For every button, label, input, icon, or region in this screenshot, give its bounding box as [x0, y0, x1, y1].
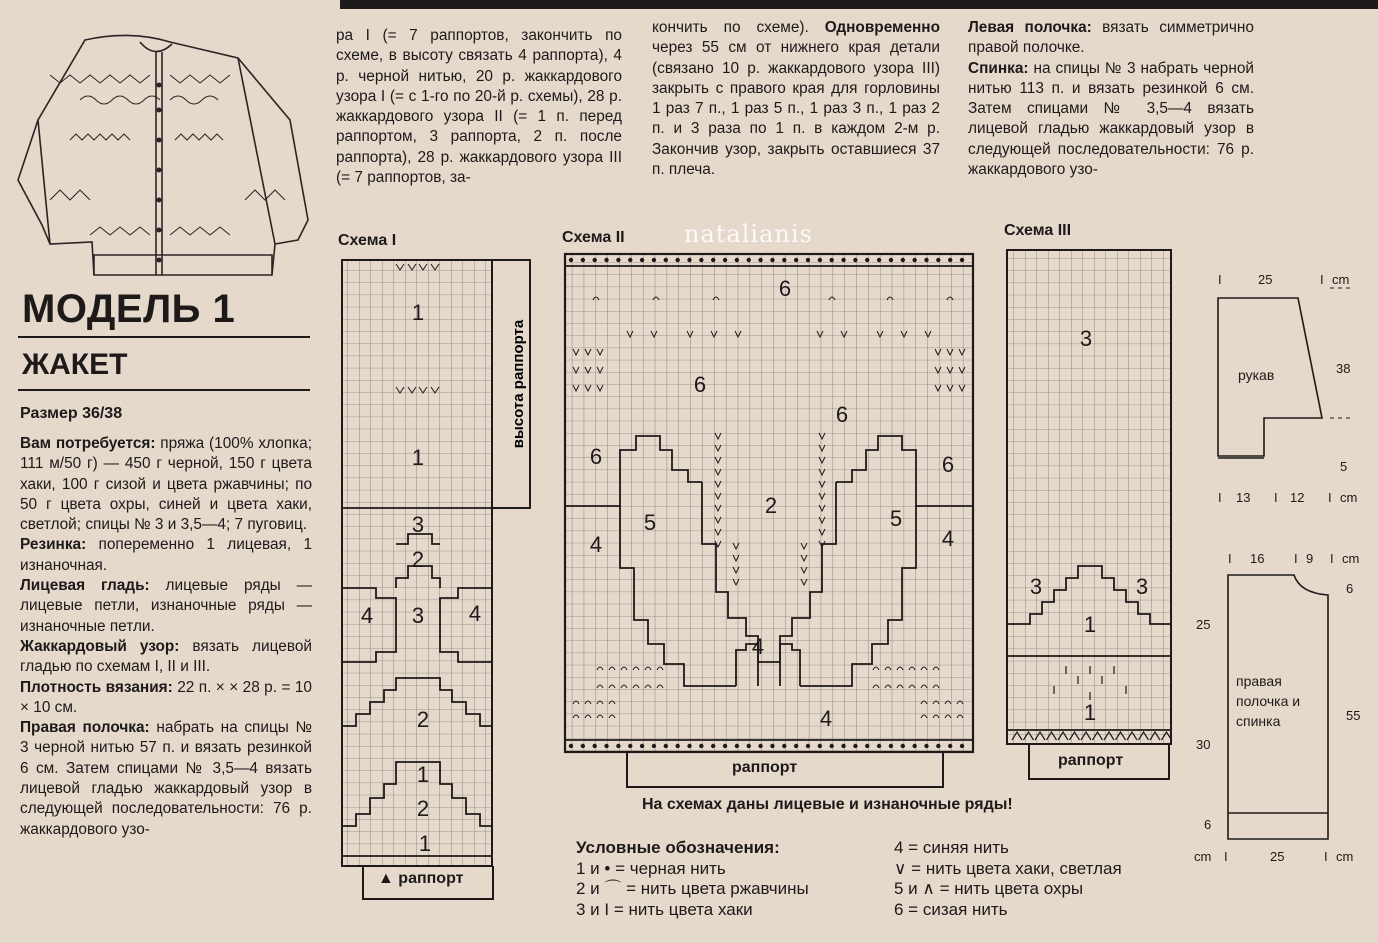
svg-text:I: I	[1274, 490, 1278, 505]
black-dot-symbol	[948, 258, 952, 262]
black-dot-symbol	[865, 744, 869, 748]
black-dot-symbol	[640, 258, 644, 262]
black-dot-symbol	[699, 744, 703, 748]
sleeve-cuff-dim: 5	[1340, 459, 1348, 474]
sleeve-label: рукав	[1238, 367, 1275, 383]
scheme1-title: Схема I	[338, 232, 397, 249]
rapport-text: раппорт	[398, 870, 464, 887]
black-dot-symbol	[806, 258, 810, 262]
sleeve-unit: cm	[1332, 272, 1350, 287]
svg-text:I: I	[1228, 551, 1232, 566]
garment-subtitle: ЖАКЕТ	[22, 348, 128, 381]
scheme2-number: 5	[643, 510, 657, 535]
black-dot-symbol	[675, 258, 679, 262]
scheme1-number: 4	[360, 603, 374, 628]
black-dot-symbol	[853, 258, 857, 262]
scheme1-number: 1	[416, 762, 430, 787]
scheme3-number: 3	[1079, 326, 1093, 351]
black-dot-symbol	[806, 744, 810, 748]
scheme1-number: 1	[418, 831, 432, 856]
scheme1-chart	[336, 258, 536, 878]
paragraph-label: Спинка:	[968, 59, 1029, 77]
paragraph	[20, 576, 312, 637]
size-label: Размер 36/38	[20, 405, 123, 422]
black-dot-symbol	[581, 744, 585, 748]
black-dot-symbol	[735, 744, 739, 748]
column-3	[652, 18, 940, 180]
scheme2-number: 6	[835, 402, 849, 427]
legend-item: 5 и ∧ = нить цвета охры	[894, 879, 1084, 898]
scheme3-number: 1	[1083, 700, 1097, 725]
scheme3-rapport-label: раппорт	[1058, 752, 1124, 769]
paragraph-text: лицевые ряды — лицевые петли, изнаночные ряды — изнаночные петли.	[20, 577, 313, 635]
column-4	[968, 18, 1254, 180]
front-label: правая полочка и спинка	[1236, 673, 1301, 729]
black-dot-symbol	[652, 744, 656, 748]
black-dot-symbol	[628, 258, 632, 262]
black-dot-symbol	[675, 744, 679, 748]
svg-text:I: I	[1224, 849, 1228, 864]
black-dot-symbol	[616, 744, 620, 748]
legend-item: ∨ = нить цвета хаки, светлая	[894, 858, 1122, 878]
black-dot-symbol	[889, 744, 893, 748]
legend-left	[576, 838, 809, 920]
svg-text:I: I	[1218, 272, 1222, 287]
legend-item: 1 и • = черная нить	[576, 858, 726, 878]
black-dot-symbol	[687, 258, 691, 262]
black-dot-symbol	[901, 744, 905, 748]
black-dot-symbol	[628, 744, 632, 748]
black-dot-symbol	[960, 258, 964, 262]
left-column	[20, 434, 312, 840]
black-dot-symbol	[865, 258, 869, 262]
black-dot-symbol	[889, 258, 893, 262]
paragraph-label: Жаккардовый узор:	[20, 637, 180, 655]
height-label: высота раппорта	[510, 319, 527, 449]
paragraph-text: вязать лицевой гладью по схемам I, II и III.	[20, 637, 312, 676]
up-arrow-icon: ▲	[378, 870, 394, 887]
schemes-note: На схемах даны лицевые и изнаночные ряды!	[642, 796, 1013, 813]
legend-item: 3 и I = нить цвета хаки	[576, 899, 753, 919]
paragraph-label: Левая полочка:	[968, 19, 1092, 36]
paragraph-text: 22 п. × × 28 р. = 10 × 10 см.	[20, 678, 312, 716]
front-lower-dim: 30	[1196, 737, 1211, 752]
black-dot-symbol	[593, 258, 597, 262]
paragraph-label: Вам потребуется:	[20, 435, 156, 452]
scheme2-number: 2	[764, 493, 778, 518]
black-dot-symbol	[723, 258, 727, 262]
black-dot-symbol	[936, 258, 940, 262]
svg-text:I: I	[1294, 551, 1298, 566]
scheme1-number: 2	[416, 796, 430, 821]
black-dot-symbol	[687, 744, 691, 748]
scheme1-number: 3	[411, 512, 425, 537]
scheme2-number: 4	[819, 706, 833, 731]
front-bottom-unit2: cm	[1336, 849, 1354, 864]
scheme2-number: 6	[589, 444, 603, 469]
watermark: natalianis	[684, 220, 813, 248]
scheme2-chart	[560, 250, 980, 790]
svg-text:I: I	[1328, 490, 1332, 505]
black-dot-symbol	[841, 744, 845, 748]
black-dot-symbol	[604, 744, 608, 748]
black-dot-symbol	[877, 744, 881, 748]
paragraph-label: Правая полочка:	[20, 719, 150, 737]
black-dot-symbol	[747, 258, 751, 262]
sleeve-bottom-left-dim: 13	[1236, 490, 1251, 505]
black-dot-symbol	[770, 744, 774, 748]
paragraph	[968, 59, 1254, 181]
sleeve-pattern	[1190, 268, 1376, 508]
scheme2-number: 5	[889, 506, 903, 531]
scheme2-number: 4	[751, 634, 765, 659]
black-dot-symbol	[711, 744, 715, 748]
sleeve-bottom-unit: cm	[1340, 490, 1358, 505]
black-dot-symbol	[782, 744, 786, 748]
black-dot-symbol	[936, 744, 940, 748]
black-dot-symbol	[758, 744, 762, 748]
black-dot-symbol	[758, 258, 762, 262]
black-dot-symbol	[664, 258, 668, 262]
black-dot-symbol	[664, 744, 668, 748]
scheme1-number: 1	[411, 300, 425, 325]
front-bottom-dim: 25	[1270, 849, 1285, 864]
scheme3-number: 3	[1029, 574, 1043, 599]
sleeve-bottom-right-dim: 12	[1290, 490, 1305, 505]
top-rule	[340, 0, 1378, 9]
legend-right	[894, 838, 1122, 920]
paragraph	[968, 18, 1254, 59]
black-dot-symbol	[841, 258, 845, 262]
black-dot-symbol	[818, 744, 822, 748]
front-top-unit: cm	[1342, 551, 1360, 566]
scheme2-title: Схема II	[562, 229, 625, 246]
scheme2-rapport-label: раппорт	[732, 759, 798, 776]
black-dot-symbol	[853, 744, 857, 748]
scheme2-number: 6	[693, 372, 707, 397]
scheme1-number: 3	[411, 603, 425, 628]
paragraph-text: пряжа (100% хлопка; 111 м/50 г) — 450 г черной, 150 г цвета хаки, 100 г сизой и цвета ржавчины; по 50 г цвета охры, синей и цвета хаки, светлой; спицы № 3 и 3,5—4; 7 пуговиц.	[20, 435, 312, 534]
svg-text:I: I	[1320, 272, 1324, 287]
paragraph-text: вязать симметрично правой полочке.	[968, 19, 1254, 57]
front-bottom-unit: cm	[1194, 849, 1212, 864]
paragraph	[20, 637, 312, 678]
front-rib-dim: 6	[1204, 817, 1212, 832]
front-top-right-dim: 9	[1306, 551, 1314, 566]
black-dot-symbol	[901, 258, 905, 262]
paragraph	[20, 718, 312, 840]
black-dot-symbol	[593, 744, 597, 748]
svg-text:I: I	[1330, 551, 1334, 566]
black-dot-symbol	[640, 744, 644, 748]
svg-text:I: I	[1324, 849, 1328, 864]
black-dot-symbol	[699, 258, 703, 262]
black-dot-symbol	[912, 258, 916, 262]
svg-text:I: I	[1218, 490, 1222, 505]
black-dot-symbol	[735, 258, 739, 262]
column-3-rest: через 55 см от нижнего края детали (связано 10 р. жаккардового узора III) закрыть с правого края для горловины 1 раз 7 п., 1 раз 5 п., 1 раз 3 п., 1 раз 2 п. и 3 раза по 1 п. в каждом 2-м р. Закончив узор, закрыть оставшиеся 37 п. плеча.	[652, 39, 940, 179]
front-neck-dim: 6	[1346, 581, 1354, 596]
jacket-sketch	[10, 30, 310, 280]
black-dot-symbol	[830, 744, 834, 748]
black-dot-symbol	[723, 744, 727, 748]
paragraph-label: Резинка:	[20, 536, 87, 554]
scheme1-number: 2	[411, 547, 425, 572]
sleeve-height-dim: 38	[1336, 361, 1351, 376]
subtitle-rule	[18, 389, 310, 391]
scheme2-number: 6	[941, 452, 955, 477]
black-dot-symbol	[924, 744, 928, 748]
legend-item: 6 = сизая нить	[894, 899, 1008, 919]
scheme3-chart	[1002, 246, 1178, 756]
black-dot-symbol	[604, 258, 608, 262]
legend-item: 2 и ⌒ = нить цвета ржавчины	[576, 879, 809, 898]
paragraph-text: на спицы № 3 набрать черной нитью 113 п. и вязать резинкой 6 см. Затем спицами № 3,5—4 вязать лицевой гладью жаккардовый узор в следующей последовательности: 76 р. жаккардового узо-	[968, 59, 1254, 179]
front-top-left-dim: 16	[1250, 551, 1265, 566]
front-upper-dim: 25	[1196, 617, 1211, 632]
black-dot-symbol	[818, 258, 822, 262]
title-rule	[18, 336, 310, 338]
black-dot-symbol	[711, 258, 715, 262]
black-dot-symbol	[830, 258, 834, 262]
black-dot-symbol	[877, 258, 881, 262]
black-dot-symbol	[948, 744, 952, 748]
legend-item: 4 = синяя нить	[894, 838, 1009, 857]
black-dot-symbol	[912, 744, 916, 748]
legend-title: Условные обозначения:	[576, 838, 780, 857]
paragraph-text: набрать на спицы № 3 черной нитью 57 п. и вязать резинкой 6 см. Затем спицами № 3,5—4 вязать лицевой гладью жаккардовый узор в следующей последовательности: 76 р. жаккардового узо-	[20, 719, 312, 838]
column-3-bold: Одновременно	[824, 19, 940, 36]
black-dot-symbol	[569, 258, 573, 262]
paragraph-label: Плотность вязания:	[20, 678, 173, 696]
sleeve-top-dim: 25	[1258, 272, 1273, 287]
scheme1-number: 1	[411, 445, 425, 470]
black-dot-symbol	[569, 744, 573, 748]
scheme1-rapport-label	[378, 870, 463, 888]
scheme2-number: 4	[941, 526, 955, 551]
scheme1-number: 4	[468, 601, 482, 626]
paragraph	[20, 678, 312, 719]
black-dot-symbol	[616, 258, 620, 262]
front-side-dim: 55	[1346, 708, 1361, 723]
black-dot-symbol	[794, 744, 798, 748]
scheme3-number: 3	[1135, 574, 1149, 599]
scheme1-number: 2	[416, 707, 430, 732]
paragraph-text: попеременно 1 лицевая, 1 изнаночная.	[20, 536, 312, 574]
black-dot-symbol	[924, 258, 928, 262]
black-dot-symbol	[747, 744, 751, 748]
scheme2-number: 4	[589, 532, 603, 557]
black-dot-symbol	[960, 744, 964, 748]
black-dot-symbol	[782, 258, 786, 262]
black-dot-symbol	[770, 258, 774, 262]
paragraph-label: Лицевая гладь:	[20, 577, 150, 595]
paragraph	[20, 535, 312, 576]
scheme2-number: 6	[778, 276, 792, 301]
scheme3-number: 1	[1083, 612, 1097, 637]
front-back-pattern	[1190, 545, 1376, 870]
column-3-start: кончить по схеме).	[652, 19, 825, 36]
black-dot-symbol	[794, 258, 798, 262]
paragraph	[20, 434, 312, 535]
column-2: ра I (= 7 раппортов, закончить по схеме, в высоту связать 4 раппорта), 4 р. черной нитью, 20 р. жаккардового узора I (= с 1-го по 20-й р. схемы), 28 р. жаккардового узора II (= 1 п. перед раппортом, 3 раппорта, 2 п. после раппорта), 28 р. жаккардового узора III (= 7 раппортов, за-	[336, 27, 622, 187]
black-dot-symbol	[652, 258, 656, 262]
model-title: МОДЕЛЬ 1	[22, 287, 236, 331]
black-dot-symbol	[581, 258, 585, 262]
scheme3-title: Схема III	[1004, 222, 1072, 239]
